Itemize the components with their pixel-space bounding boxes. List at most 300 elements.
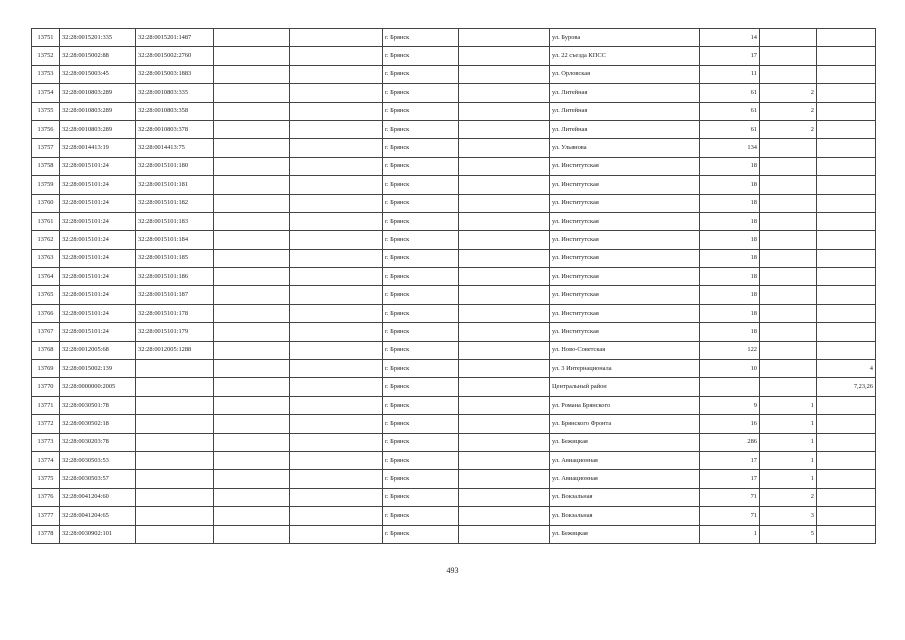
house-cell: 18 — [700, 194, 760, 212]
row-number: 13773 — [32, 433, 60, 451]
empty-cell — [214, 157, 290, 175]
cadastral-number: 32:28:0010803:289 — [60, 84, 136, 102]
empty-cell — [214, 268, 290, 286]
empty-cell — [214, 304, 290, 322]
table-row — [32, 378, 876, 396]
empty-cell — [214, 102, 290, 120]
row-number: 13765 — [32, 286, 60, 304]
empty-cell — [214, 249, 290, 267]
empty-cell — [214, 360, 290, 378]
building-cell — [760, 139, 817, 157]
house-cell: 61 — [700, 120, 760, 138]
cadastral-number: 32:28:0015101:24 — [60, 268, 136, 286]
empty-cell — [290, 84, 383, 102]
row-number: 13754 — [32, 84, 60, 102]
house-cell: 61 — [700, 102, 760, 120]
cadastral-number: 32:28:0015002:88 — [60, 47, 136, 65]
object-cadastral-number — [136, 396, 214, 414]
row-number: 13758 — [32, 157, 60, 175]
city-cell: г. Брянск — [383, 433, 459, 451]
city-cell: г. Брянск — [383, 268, 459, 286]
table-body — [32, 29, 876, 544]
empty-cell — [290, 268, 383, 286]
empty-cell — [459, 341, 550, 359]
object-cadastral-number — [136, 470, 214, 488]
table-row — [32, 451, 876, 469]
empty-cell — [459, 139, 550, 157]
city-cell: г. Брянск — [383, 378, 459, 396]
apartment-cell — [817, 47, 876, 65]
object-cadastral-number: 32:28:0010803:378 — [136, 120, 214, 138]
empty-cell — [214, 433, 290, 451]
cadastral-number: 32:28:0030501:78 — [60, 396, 136, 414]
object-cadastral-number — [136, 488, 214, 506]
row-number: 13776 — [32, 488, 60, 506]
empty-cell — [214, 507, 290, 525]
empty-cell — [290, 451, 383, 469]
building-cell: 2 — [760, 488, 817, 506]
cadastral-number: 32:28:0030503:57 — [60, 470, 136, 488]
city-cell: г. Брянск — [383, 47, 459, 65]
page-number: 493 — [446, 566, 459, 575]
building-cell — [760, 29, 817, 47]
empty-cell — [290, 525, 383, 543]
empty-cell — [459, 231, 550, 249]
object-cadastral-number — [136, 378, 214, 396]
house-cell: 286 — [700, 433, 760, 451]
building-cell: 1 — [760, 451, 817, 469]
row-number: 13770 — [32, 378, 60, 396]
row-number: 13757 — [32, 139, 60, 157]
building-cell: 2 — [760, 84, 817, 102]
building-cell — [760, 47, 817, 65]
building-cell — [760, 286, 817, 304]
empty-cell — [459, 507, 550, 525]
street-cell: ул. 22 съезда КПСС — [550, 47, 700, 65]
empty-cell — [290, 341, 383, 359]
empty-cell — [214, 84, 290, 102]
street-cell: ул. Авиационная — [550, 470, 700, 488]
city-cell: г. Брянск — [383, 249, 459, 267]
building-cell — [760, 212, 817, 230]
empty-cell — [290, 102, 383, 120]
table-row — [32, 231, 876, 249]
table-row — [32, 433, 876, 451]
cadastral-number: 32:28:0030502:18 — [60, 415, 136, 433]
house-cell: 16 — [700, 415, 760, 433]
apartment-cell — [817, 286, 876, 304]
cadastral-number: 32:28:0041204:60 — [60, 488, 136, 506]
empty-cell — [459, 360, 550, 378]
city-cell: г. Брянск — [383, 157, 459, 175]
apartment-cell — [817, 451, 876, 469]
empty-cell — [459, 525, 550, 543]
street-cell: ул. Романа Брянского — [550, 396, 700, 414]
empty-cell — [459, 194, 550, 212]
row-number: 13761 — [32, 212, 60, 230]
row-number: 13751 — [32, 29, 60, 47]
object-cadastral-number: 32:28:0014413:75 — [136, 139, 214, 157]
table-row — [32, 249, 876, 267]
empty-cell — [290, 120, 383, 138]
building-cell: 1 — [760, 470, 817, 488]
object-cadastral-number: 32:28:0015101:184 — [136, 231, 214, 249]
street-cell: ул. Бежицкая — [550, 433, 700, 451]
empty-cell — [459, 378, 550, 396]
empty-cell — [214, 176, 290, 194]
empty-cell — [214, 488, 290, 506]
house-cell: 14 — [700, 29, 760, 47]
empty-cell — [214, 120, 290, 138]
street-cell: ул. Институтская — [550, 194, 700, 212]
city-cell: г. Брянск — [383, 286, 459, 304]
empty-cell — [290, 286, 383, 304]
cadastral-number: 32:28:0010803:289 — [60, 120, 136, 138]
row-number: 13759 — [32, 176, 60, 194]
city-cell: г. Брянск — [383, 507, 459, 525]
street-cell: ул. Бурова — [550, 29, 700, 47]
empty-cell — [214, 415, 290, 433]
building-cell — [760, 360, 817, 378]
empty-cell — [290, 433, 383, 451]
city-cell: г. Брянск — [383, 341, 459, 359]
cadastral-number: 32:28:0014413:19 — [60, 139, 136, 157]
apartment-cell: 7,23,26 — [817, 378, 876, 396]
street-cell: ул. Институтская — [550, 212, 700, 230]
row-number: 13768 — [32, 341, 60, 359]
empty-cell — [214, 231, 290, 249]
row-number: 13767 — [32, 323, 60, 341]
house-cell: 18 — [700, 304, 760, 322]
city-cell: г. Брянск — [383, 360, 459, 378]
apartment-cell — [817, 488, 876, 506]
building-cell — [760, 65, 817, 83]
apartment-cell — [817, 29, 876, 47]
house-cell: 71 — [700, 488, 760, 506]
empty-cell — [459, 451, 550, 469]
house-cell: 18 — [700, 176, 760, 194]
apartment-cell — [817, 470, 876, 488]
table-row — [32, 212, 876, 230]
house-cell: 17 — [700, 47, 760, 65]
house-cell: 18 — [700, 212, 760, 230]
empty-cell — [459, 176, 550, 194]
table-row — [32, 139, 876, 157]
table-row — [32, 65, 876, 83]
empty-cell — [214, 65, 290, 83]
house-cell: 122 — [700, 341, 760, 359]
table-row — [32, 120, 876, 138]
apartment-cell — [817, 157, 876, 175]
table-row — [32, 360, 876, 378]
table-row — [32, 341, 876, 359]
apartment-cell — [817, 249, 876, 267]
building-cell: 3 — [760, 507, 817, 525]
building-cell: 2 — [760, 102, 817, 120]
table-row — [32, 47, 876, 65]
empty-cell — [459, 304, 550, 322]
city-cell: г. Брянск — [383, 176, 459, 194]
cadastral-number: 32:28:0030203:78 — [60, 433, 136, 451]
apartment-cell — [817, 102, 876, 120]
building-cell — [760, 176, 817, 194]
apartment-cell — [817, 323, 876, 341]
object-cadastral-number — [136, 433, 214, 451]
cadastral-number: 32:28:0015101:24 — [60, 304, 136, 322]
house-cell — [700, 378, 760, 396]
street-cell: ул. Институтская — [550, 286, 700, 304]
street-cell: ул. 3 Интернационала — [550, 360, 700, 378]
street-cell: ул. Литейная — [550, 120, 700, 138]
house-cell: 18 — [700, 323, 760, 341]
cadastral-number: 32:28:0015101:24 — [60, 323, 136, 341]
row-number: 13753 — [32, 65, 60, 83]
table-row — [32, 470, 876, 488]
cadastral-number: 32:28:0030902:101 — [60, 525, 136, 543]
apartment-cell: 4 — [817, 360, 876, 378]
city-cell: г. Брянск — [383, 323, 459, 341]
row-number: 13755 — [32, 102, 60, 120]
row-number: 13763 — [32, 249, 60, 267]
street-cell: ул. Бежицкая — [550, 525, 700, 543]
object-cadastral-number: 32:28:0010803:358 — [136, 102, 214, 120]
building-cell — [760, 194, 817, 212]
empty-cell — [459, 396, 550, 414]
empty-cell — [214, 323, 290, 341]
cadastral-number: 32:28:0015101:24 — [60, 231, 136, 249]
empty-cell — [459, 84, 550, 102]
empty-cell — [214, 29, 290, 47]
street-cell: ул. Институтская — [550, 268, 700, 286]
table-row — [32, 415, 876, 433]
house-cell: 10 — [700, 360, 760, 378]
street-cell: ул. Литейная — [550, 84, 700, 102]
empty-cell — [290, 29, 383, 47]
empty-cell — [290, 157, 383, 175]
empty-cell — [459, 323, 550, 341]
empty-cell — [214, 139, 290, 157]
registry-table — [31, 28, 876, 544]
empty-cell — [214, 525, 290, 543]
row-number: 13762 — [32, 231, 60, 249]
apartment-cell — [817, 176, 876, 194]
apartment-cell — [817, 65, 876, 83]
city-cell: г. Брянск — [383, 194, 459, 212]
cadastral-number: 32:28:0015101:24 — [60, 157, 136, 175]
building-cell: 2 — [760, 120, 817, 138]
apartment-cell — [817, 231, 876, 249]
empty-cell — [459, 268, 550, 286]
street-cell: ул. Институтская — [550, 304, 700, 322]
city-cell: г. Брянск — [383, 415, 459, 433]
table-row — [32, 102, 876, 120]
apartment-cell — [817, 396, 876, 414]
empty-cell — [290, 212, 383, 230]
object-cadastral-number — [136, 525, 214, 543]
building-cell — [760, 378, 817, 396]
object-cadastral-number: 32:28:0015101:178 — [136, 304, 214, 322]
empty-cell — [214, 47, 290, 65]
empty-cell — [290, 396, 383, 414]
table-row — [32, 304, 876, 322]
table-row — [32, 488, 876, 506]
city-cell: г. Брянск — [383, 396, 459, 414]
house-cell: 17 — [700, 451, 760, 469]
city-cell: г. Брянск — [383, 212, 459, 230]
empty-cell — [459, 157, 550, 175]
house-cell: 71 — [700, 507, 760, 525]
street-cell: ул. Вокзальная — [550, 507, 700, 525]
cadastral-number: 32:28:0030503:53 — [60, 451, 136, 469]
empty-cell — [459, 65, 550, 83]
apartment-cell — [817, 212, 876, 230]
empty-cell — [290, 249, 383, 267]
empty-cell — [459, 433, 550, 451]
object-cadastral-number: 32:28:0015101:183 — [136, 212, 214, 230]
street-cell: ул. Авиационная — [550, 451, 700, 469]
building-cell — [760, 341, 817, 359]
cadastral-number: 32:28:0041204:65 — [60, 507, 136, 525]
row-number: 13774 — [32, 451, 60, 469]
street-cell: ул. Институтская — [550, 249, 700, 267]
street-cell: ул. Вокзальная — [550, 488, 700, 506]
street-cell: ул. Орловская — [550, 65, 700, 83]
apartment-cell — [817, 415, 876, 433]
empty-cell — [459, 47, 550, 65]
table-row — [32, 507, 876, 525]
city-cell: г. Брянск — [383, 304, 459, 322]
row-number: 13772 — [32, 415, 60, 433]
building-cell: 1 — [760, 433, 817, 451]
empty-cell — [290, 360, 383, 378]
empty-cell — [459, 415, 550, 433]
table-row — [32, 194, 876, 212]
apartment-cell — [817, 433, 876, 451]
empty-cell — [459, 286, 550, 304]
apartment-cell — [817, 507, 876, 525]
street-cell: ул. Ново-Советская — [550, 341, 700, 359]
building-cell: 1 — [760, 396, 817, 414]
house-cell: 18 — [700, 268, 760, 286]
object-cadastral-number: 32:28:0015003:1883 — [136, 65, 214, 83]
cadastral-number: 32:28:0012005:68 — [60, 341, 136, 359]
empty-cell — [459, 120, 550, 138]
empty-cell — [290, 507, 383, 525]
empty-cell — [459, 29, 550, 47]
house-cell: 134 — [700, 139, 760, 157]
empty-cell — [290, 470, 383, 488]
row-number: 13777 — [32, 507, 60, 525]
registry-sheet — [31, 28, 875, 544]
house-cell: 18 — [700, 157, 760, 175]
apartment-cell — [817, 304, 876, 322]
table-row — [32, 84, 876, 102]
building-cell — [760, 157, 817, 175]
street-cell: ул. Литейная — [550, 102, 700, 120]
house-cell: 18 — [700, 286, 760, 304]
row-number: 13764 — [32, 268, 60, 286]
table-row — [32, 268, 876, 286]
house-cell: 11 — [700, 65, 760, 83]
empty-cell — [290, 139, 383, 157]
apartment-cell — [817, 139, 876, 157]
city-cell: г. Брянск — [383, 451, 459, 469]
object-cadastral-number — [136, 507, 214, 525]
apartment-cell — [817, 194, 876, 212]
table-row — [32, 396, 876, 414]
object-cadastral-number: 32:28:0015101:186 — [136, 268, 214, 286]
object-cadastral-number: 32:28:0012005:1288 — [136, 341, 214, 359]
empty-cell — [290, 65, 383, 83]
city-cell: г. Брянск — [383, 120, 459, 138]
cadastral-number: 32:28:0015101:24 — [60, 176, 136, 194]
empty-cell — [214, 286, 290, 304]
street-cell: Центральный район — [550, 378, 700, 396]
street-cell: ул. Институтская — [550, 323, 700, 341]
table-row — [32, 29, 876, 47]
street-cell: ул. Институтская — [550, 157, 700, 175]
table-row — [32, 157, 876, 175]
cadastral-number: 32:28:0015201:335 — [60, 29, 136, 47]
table-row — [32, 176, 876, 194]
row-number: 13756 — [32, 120, 60, 138]
street-cell: ул. Ульянова — [550, 139, 700, 157]
house-cell: 17 — [700, 470, 760, 488]
city-cell: г. Брянск — [383, 65, 459, 83]
empty-cell — [459, 249, 550, 267]
row-number: 13775 — [32, 470, 60, 488]
object-cadastral-number — [136, 451, 214, 469]
house-cell: 61 — [700, 84, 760, 102]
city-cell: г. Брянск — [383, 139, 459, 157]
apartment-cell — [817, 268, 876, 286]
building-cell — [760, 231, 817, 249]
house-cell: 18 — [700, 231, 760, 249]
city-cell: г. Брянск — [383, 488, 459, 506]
object-cadastral-number: 32:28:0015101:180 — [136, 157, 214, 175]
apartment-cell — [817, 341, 876, 359]
cadastral-number: 32:28:0015003:45 — [60, 65, 136, 83]
empty-cell — [214, 341, 290, 359]
row-number: 13760 — [32, 194, 60, 212]
empty-cell — [459, 470, 550, 488]
empty-cell — [214, 396, 290, 414]
row-number: 13778 — [32, 525, 60, 543]
row-number: 13769 — [32, 360, 60, 378]
building-cell — [760, 249, 817, 267]
empty-cell — [459, 102, 550, 120]
building-cell — [760, 323, 817, 341]
empty-cell — [290, 304, 383, 322]
apartment-cell — [817, 525, 876, 543]
row-number: 13766 — [32, 304, 60, 322]
city-cell: г. Брянск — [383, 84, 459, 102]
house-cell: 18 — [700, 249, 760, 267]
empty-cell — [214, 451, 290, 469]
city-cell: г. Брянск — [383, 29, 459, 47]
table-row — [32, 525, 876, 543]
object-cadastral-number: 32:28:0015101:187 — [136, 286, 214, 304]
object-cadastral-number — [136, 360, 214, 378]
object-cadastral-number: 32:28:0015101:182 — [136, 194, 214, 212]
empty-cell — [290, 47, 383, 65]
table-row — [32, 323, 876, 341]
city-cell: г. Брянск — [383, 102, 459, 120]
street-cell: ул. Брянского Фронта — [550, 415, 700, 433]
row-number: 13752 — [32, 47, 60, 65]
building-cell: 1 — [760, 415, 817, 433]
cadastral-number: 32:28:0010803:289 — [60, 102, 136, 120]
